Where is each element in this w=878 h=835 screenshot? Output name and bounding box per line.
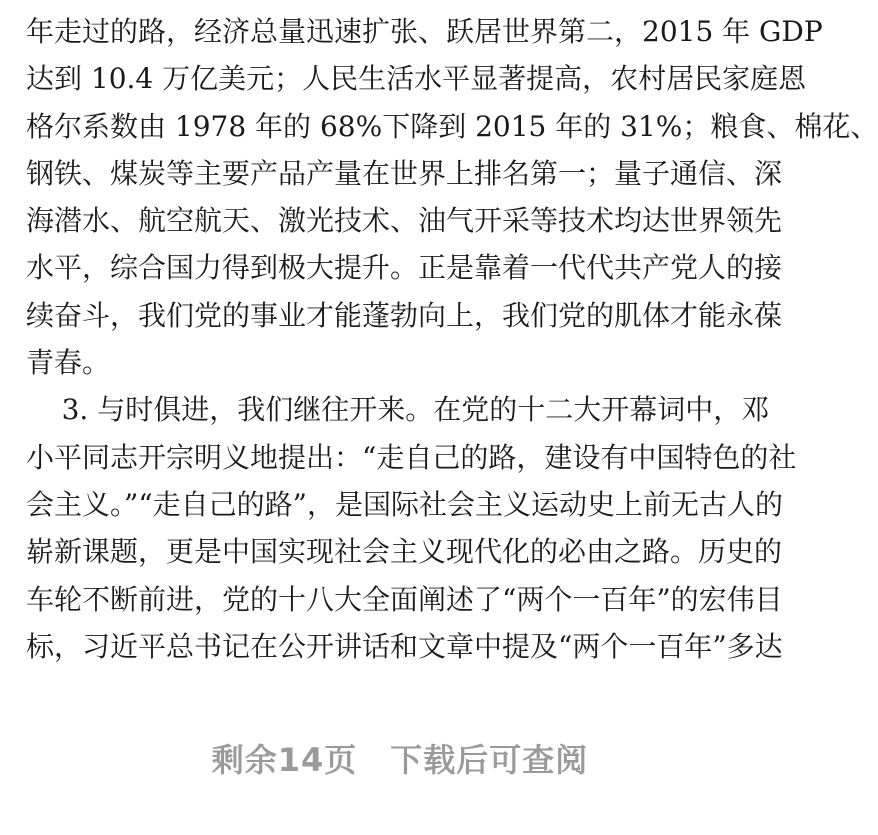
text-line: 小平同志开宗明义地提出：“走自己的路，建设有中国特色的社 bbox=[26, 440, 797, 474]
text-line: 海潜水、航空航天、激光技术、油气开采等技术均达世界领先 bbox=[26, 204, 783, 238]
text-line: 续奋斗，我们党的事业才能蓬勃向上，我们党的肌体才能永葆 bbox=[26, 298, 783, 332]
text-line: 达到 10.4 万亿美元；人民生活水平显著提高，农村居民家庭恩 bbox=[26, 62, 807, 96]
text-line: 崭新课题，更是中国实现社会主义现代化的必由之路。历史的 bbox=[26, 535, 783, 569]
text-line: 标，习近平总书记在公开讲话和文章中提及“两个一百年”多达 bbox=[26, 629, 783, 663]
text-line: 会主义。”“走自己的路”，是国际社会主义运动史上前无古人的 bbox=[26, 487, 783, 521]
text-line: 钢铁、煤炭等主要产品产量在世界上排名第一；量子通信、深 bbox=[26, 156, 783, 190]
text-line: 年走过的路，经济总量迅速扩张、跃居世界第二，2015 年 GDP bbox=[26, 15, 823, 48]
text-line: 车轮不断前进，党的十八大全面阐述了“两个一百年”的宏伟目 bbox=[26, 582, 783, 616]
remaining-pages-label[interactable]: 剩余14页 下载后可查阅 bbox=[211, 740, 589, 779]
text-line: 青春。 bbox=[26, 346, 111, 380]
text-line: 格尔系数由 1978 年的 68%下降到 2015 年的 31%；粮食、棉花、 bbox=[26, 109, 878, 143]
text-line: 水平，综合国力得到极大提升。正是靠着一代代共产党人的接 bbox=[26, 251, 783, 285]
download-prompt-bar[interactable] bbox=[0, 720, 800, 795]
document-body bbox=[26, 8, 878, 670]
text-line: 3. 与时俱进，我们继往开来。在党的十二大开幕词中，邓 bbox=[26, 393, 770, 427]
